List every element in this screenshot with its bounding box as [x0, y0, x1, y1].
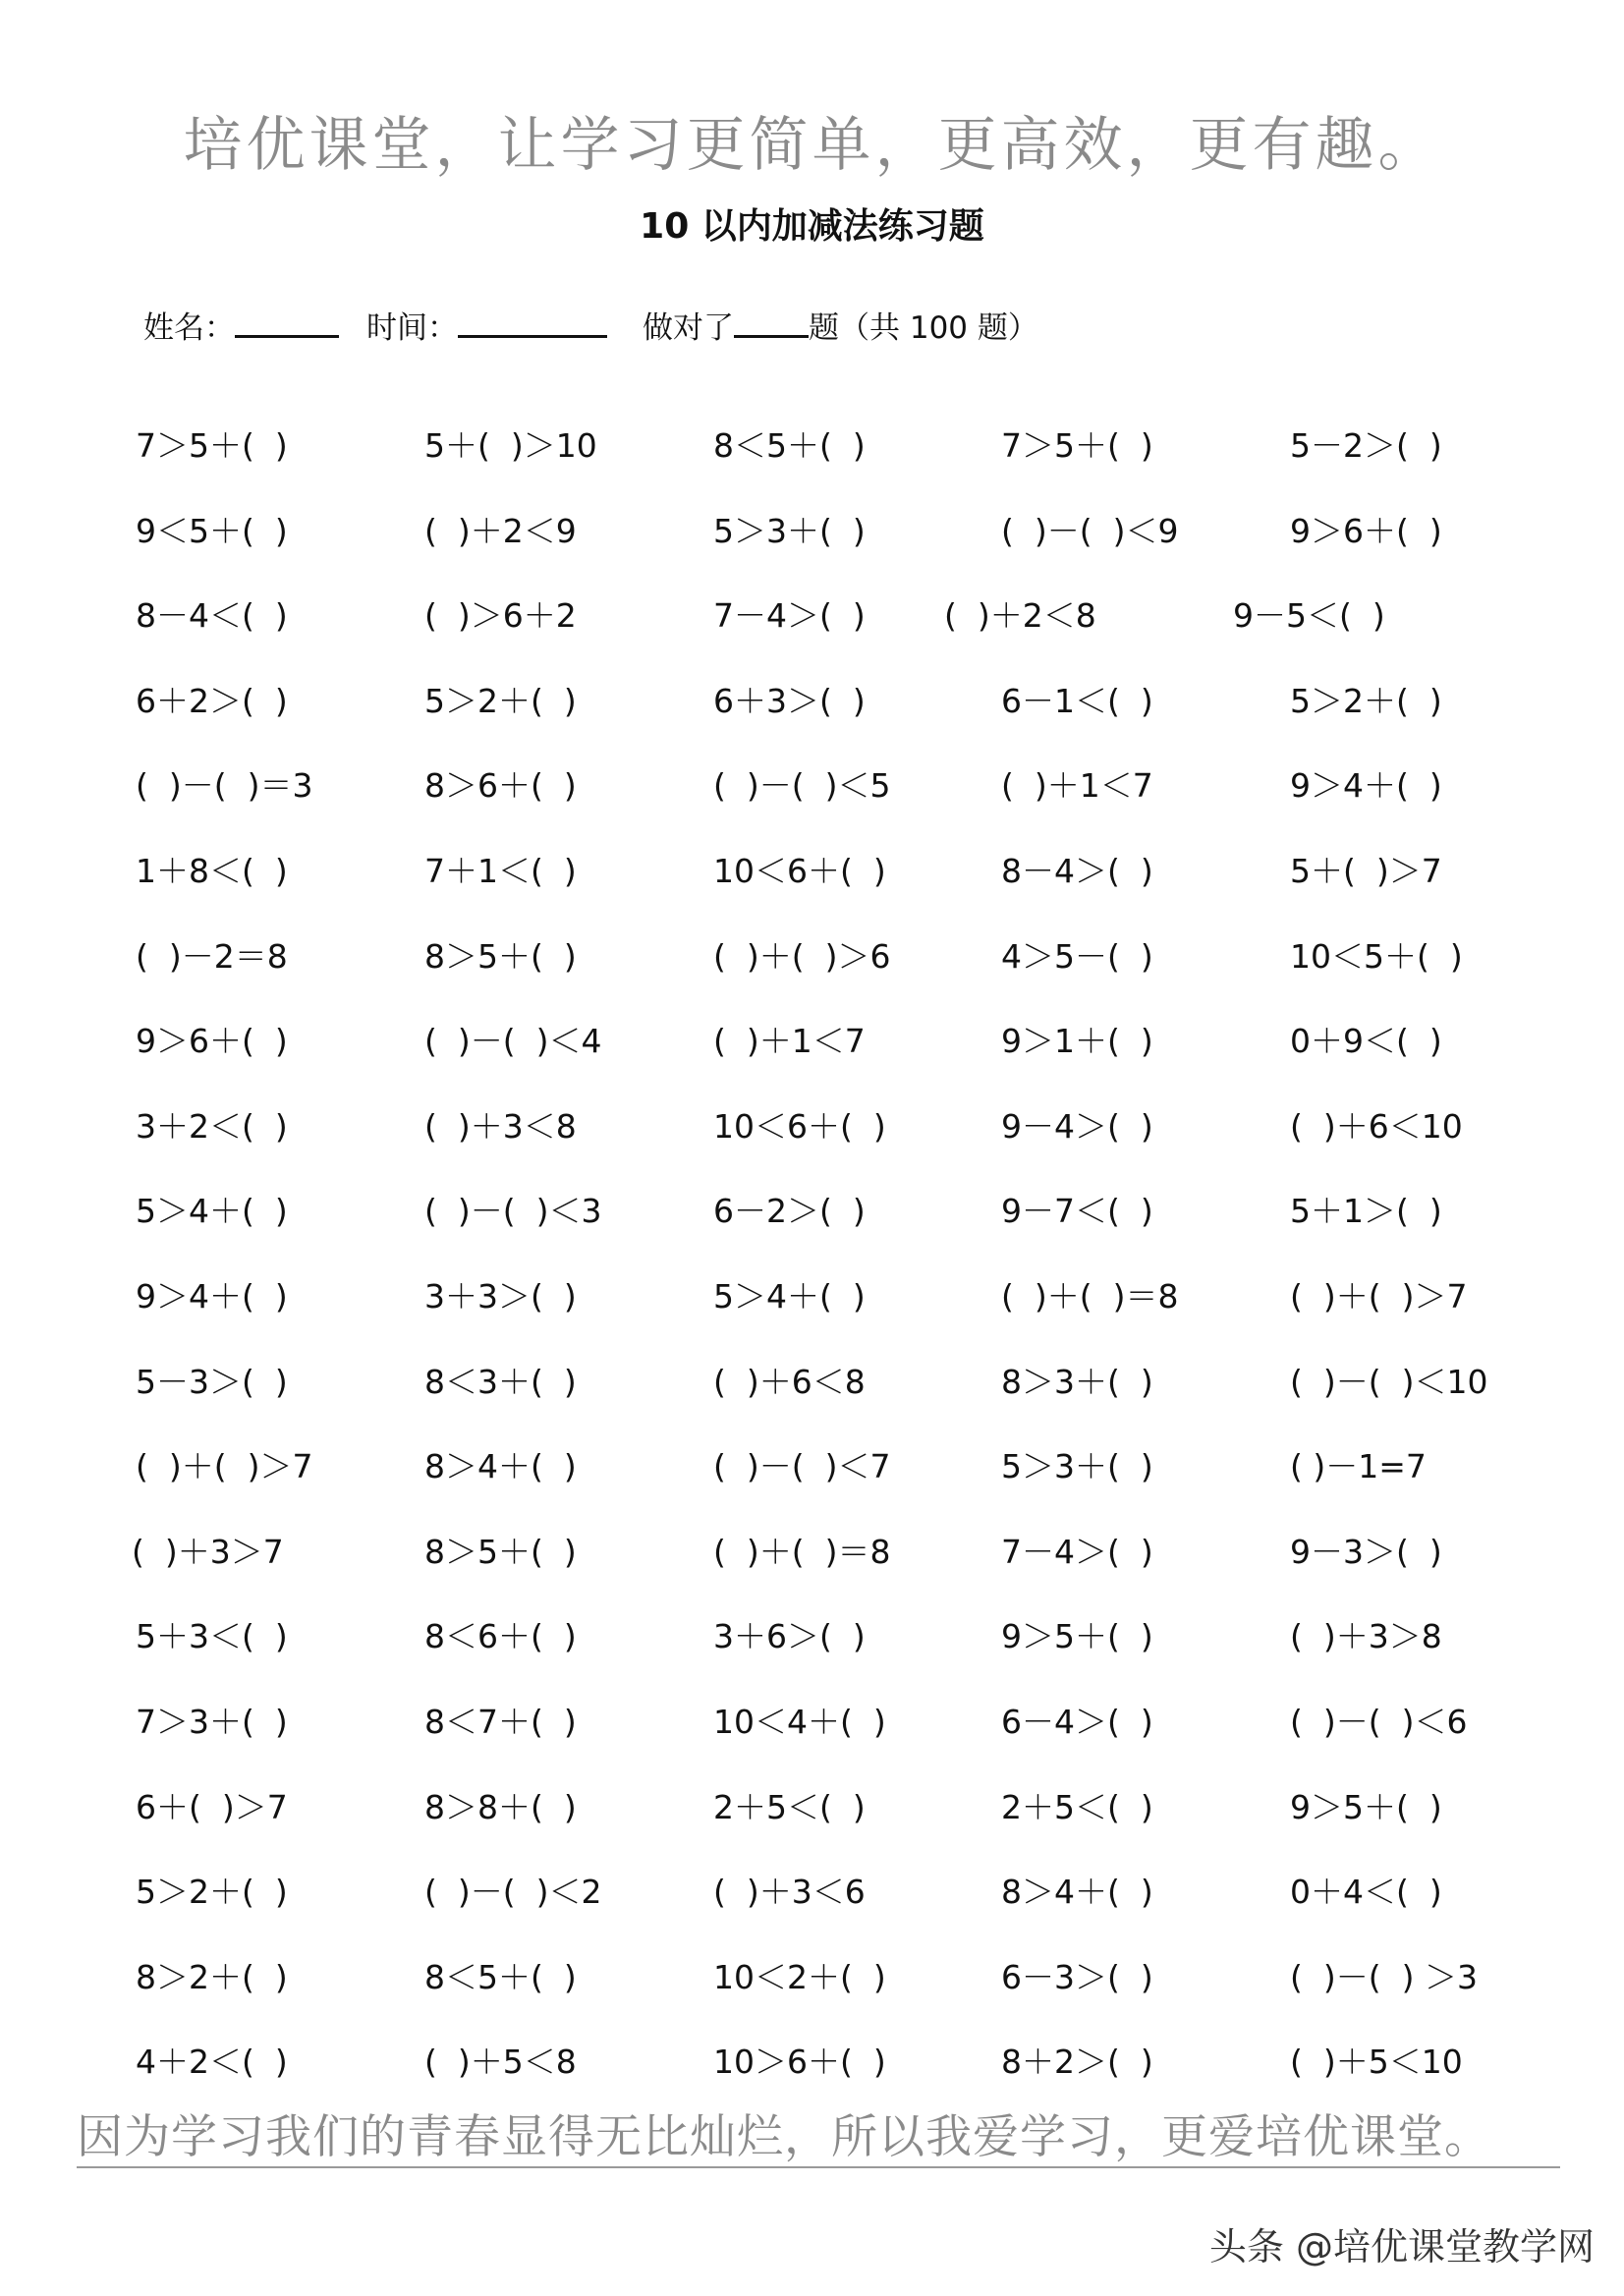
problem-row [0, 932, 1624, 981]
problem-item[interactable]: 7＞5＋( ) [1001, 426, 1153, 465]
name-blank[interactable] [235, 309, 339, 338]
problem-item[interactable]: 6－2＞( ) [713, 1192, 866, 1230]
problem-item[interactable]: 5＞2＋( ) [1290, 682, 1442, 720]
problem-item[interactable]: 4＋2＜( ) [136, 2043, 288, 2081]
problem-item[interactable]: ( )＋( )＞7 [136, 1447, 313, 1485]
problem-item[interactable]: ( )－( )＜5 [713, 766, 891, 805]
slogan: 培优课堂，让学习更简单，更高效，更有趣。 [183, 111, 1441, 180]
problem-item[interactable]: 8＞2＋( ) [136, 1958, 288, 1996]
problem-item[interactable]: 9－4＞( ) [1001, 1107, 1153, 1146]
footer-motto: 因为学习我们的青春显得无比灿烂，所以我爱学习，更爱培优课堂。 [77, 2109, 1560, 2168]
problem-item[interactable]: 5＞2＋( ) [136, 1873, 288, 1911]
problem-item[interactable]: 8＞6＋( ) [424, 766, 577, 805]
problem-item[interactable]: 8＋2＞( ) [1001, 2043, 1153, 2081]
problem-item[interactable]: 5＞3＋( ) [1001, 1447, 1153, 1485]
problem-item[interactable]: 1＋8＜( ) [136, 852, 288, 890]
correct-count-blank[interactable] [734, 309, 809, 338]
problem-item[interactable]: 6－4＞( ) [1001, 1703, 1153, 1741]
problem-item[interactable]: ( )＋3＜6 [713, 1873, 866, 1911]
problem-item[interactable]: ( )＋3＞7 [132, 1533, 284, 1571]
problem-item[interactable]: 3＋2＜( ) [136, 1107, 288, 1146]
problem-item[interactable]: 8＜5＋( ) [713, 426, 866, 465]
problem-item[interactable]: 9＞6＋( ) [136, 1022, 288, 1060]
problem-item[interactable]: 5－2＞( ) [1290, 426, 1442, 465]
problem-item[interactable]: 10＜4＋( ) [713, 1703, 886, 1741]
problem-item[interactable]: ( )－2＝8 [136, 937, 288, 976]
problem-item[interactable]: ( )－( )＜10 [1290, 1363, 1488, 1401]
problem-item[interactable]: 8＞3＋( ) [1001, 1363, 1153, 1401]
problem-row [0, 1612, 1624, 1661]
problem-item[interactable]: ( )＞6＋2 [424, 596, 577, 635]
problem-item[interactable]: 8－4＜( ) [136, 596, 288, 635]
problem-row [0, 1868, 1624, 1917]
problem-row [0, 1528, 1624, 1577]
problem-item[interactable]: 6－3＞( ) [1001, 1958, 1153, 1996]
problem-item[interactable]: 0＋9＜( ) [1290, 1022, 1442, 1060]
problem-item[interactable]: 6－1＜( ) [1001, 682, 1153, 720]
problem-item[interactable]: 9－7＜( ) [1001, 1192, 1153, 1230]
problem-item[interactable]: ( )＋( )＝8 [713, 1533, 891, 1571]
watermark: 头条 @培优课堂教学网 [1208, 2225, 1595, 2268]
problem-row [0, 421, 1624, 471]
problem-row [0, 1953, 1624, 2002]
problem-item[interactable]: ( )＋5＜10 [1290, 2043, 1463, 2081]
problem-item[interactable]: ( )－( )＜7 [713, 1447, 891, 1485]
problem-row [0, 1017, 1624, 1066]
problem-item[interactable]: ( )－( ) ＞3 [1290, 1958, 1478, 1996]
problem-item[interactable]: 9＜5＋( ) [136, 512, 288, 550]
problem-row [0, 591, 1624, 641]
problem-row [0, 1272, 1624, 1321]
problem-item[interactable]: ( )＋5＜8 [424, 2043, 577, 2081]
problem-item[interactable]: 9＞6＋( ) [1290, 512, 1442, 550]
problem-item[interactable]: ( )＋6＜10 [1290, 1107, 1463, 1146]
problem-item[interactable]: 3＋6＞( ) [713, 1617, 866, 1655]
problem-item[interactable]: 7＋1＜( ) [424, 852, 577, 890]
problem-item[interactable]: 2＋5＜( ) [713, 1788, 866, 1826]
problem-item[interactable]: ( )－( )＜9 [1001, 512, 1179, 550]
name-label: 姓名： [143, 310, 235, 346]
problem-item[interactable]: 9－3＞( ) [1290, 1533, 1442, 1571]
problem-item[interactable]: 8＞5＋( ) [424, 937, 577, 976]
problem-item[interactable]: 8＜3＋( ) [424, 1363, 577, 1401]
problem-item[interactable]: 6＋( )＞7 [136, 1788, 288, 1826]
problem-item[interactable]: 5＋3＜( ) [136, 1617, 288, 1655]
problem-item[interactable]: 3＋3＞( ) [424, 1277, 577, 1316]
problem-item[interactable]: 2＋5＜( ) [1001, 1788, 1153, 1826]
problem-item[interactable]: 7－4＞( ) [1001, 1533, 1153, 1571]
problem-item[interactable]: 10＞6＋( ) [713, 2043, 886, 2081]
problem-item[interactable]: 10＜5＋( ) [1290, 937, 1463, 976]
problem-row [0, 677, 1624, 726]
problem-row [0, 507, 1624, 556]
time-blank[interactable] [458, 309, 607, 338]
problem-item[interactable]: ( )＋1＜7 [713, 1022, 866, 1060]
problem-item[interactable]: 5＋( )＞7 [1290, 852, 1442, 890]
problem-item[interactable]: 8＜5＋( ) [424, 1958, 577, 1996]
problem-item[interactable]: ( )－( )＜6 [1290, 1703, 1468, 1741]
problem-item[interactable]: 7＞5＋( ) [136, 426, 288, 465]
problem-row [0, 1698, 1624, 1747]
problem-item[interactable]: 9－5＜( ) [1233, 596, 1385, 635]
problem-row [0, 1187, 1624, 1236]
problem-item[interactable]: 5－3＞( ) [136, 1363, 288, 1401]
problem-item[interactable]: ( )＋2＜9 [424, 512, 577, 550]
problem-item[interactable]: 10＜6＋( ) [713, 1107, 886, 1146]
page-title: 10 以内加减法练习题 [640, 206, 984, 247]
problem-item[interactable]: 8＜6＋( ) [424, 1617, 577, 1655]
problem-row [0, 761, 1624, 811]
problem-item[interactable]: 8＞5＋( ) [424, 1533, 577, 1571]
problem-item[interactable]: 9＞4＋( ) [1290, 766, 1442, 805]
problem-item[interactable]: ( )－( )＜2 [424, 1873, 602, 1911]
time-label: 时间： [366, 310, 458, 346]
total-label: 题（共 100 题） [809, 310, 1038, 346]
problem-item[interactable]: 7＞3＋( ) [136, 1703, 288, 1741]
problem-item[interactable]: 4＞5－( ) [1001, 937, 1153, 976]
problem-item[interactable]: 9＞5＋( ) [1001, 1617, 1153, 1655]
problem-row [0, 2038, 1624, 2087]
problem-row [0, 1358, 1624, 1407]
problem-item[interactable]: 10＜2＋( ) [713, 1958, 886, 1996]
problem-item[interactable]: 0＋4＜( ) [1290, 1873, 1442, 1911]
problem-item[interactable]: ( )＋2＜8 [944, 596, 1096, 635]
problem-item[interactable]: 8－4＞( ) [1001, 852, 1153, 890]
problem-item[interactable]: ( )－( )＝3 [136, 766, 313, 805]
problem-item[interactable]: 5＞2＋( ) [424, 682, 577, 720]
problem-item[interactable]: 8＞8＋( ) [424, 1788, 577, 1826]
problem-row [0, 1783, 1624, 1832]
problem-item[interactable]: 5＞3＋( ) [713, 512, 866, 550]
problem-item[interactable]: ( )＋6＜8 [713, 1363, 866, 1401]
problem-item[interactable]: 8＞4＋( ) [1001, 1873, 1153, 1911]
problem-row [0, 1442, 1624, 1491]
problem-item[interactable]: ( )＋3＞8 [1290, 1617, 1442, 1655]
problem-item[interactable]: ( )－( )＜4 [424, 1022, 602, 1060]
student-info-line [143, 308, 1038, 348]
problem-item[interactable]: ( )＋( )＝8 [1001, 1277, 1179, 1316]
problem-item[interactable]: 5＞4＋( ) [713, 1277, 866, 1316]
problem-item[interactable]: 8＜7＋( ) [424, 1703, 577, 1741]
correct-label: 做对了 [643, 310, 734, 346]
problem-item[interactable]: ( )＋( )＞7 [1290, 1277, 1468, 1316]
problem-item[interactable]: 9＞4＋( ) [136, 1277, 288, 1316]
problem-item[interactable]: 5＋( )＞10 [424, 426, 597, 465]
problem-item[interactable]: 6＋2＞( ) [136, 682, 288, 720]
problem-item[interactable]: ( )＋3＜8 [424, 1107, 577, 1146]
problem-item[interactable]: 9＞1＋( ) [1001, 1022, 1153, 1060]
problem-row [0, 1102, 1624, 1151]
problem-item[interactable]: 5＞4＋( ) [136, 1192, 288, 1230]
problem-item[interactable]: ( )－( )＜3 [424, 1192, 602, 1230]
problem-row [0, 847, 1624, 896]
problem-item[interactable]: ( )＋1＜7 [1001, 766, 1153, 805]
problem-item[interactable]: ( )＋( )＞6 [713, 937, 891, 976]
problem-item[interactable]: 8＞4＋( ) [424, 1447, 577, 1485]
problem-item[interactable]: 7－4＞( ) [713, 596, 866, 635]
problem-item[interactable]: 9＞5＋( ) [1290, 1788, 1442, 1826]
problem-item[interactable]: 10＜6＋( ) [713, 852, 886, 890]
problem-item[interactable]: 6＋3＞( ) [713, 682, 866, 720]
problem-item[interactable]: ( )－1=7 [1290, 1447, 1427, 1485]
problem-item[interactable]: 5＋1＞( ) [1290, 1192, 1442, 1230]
